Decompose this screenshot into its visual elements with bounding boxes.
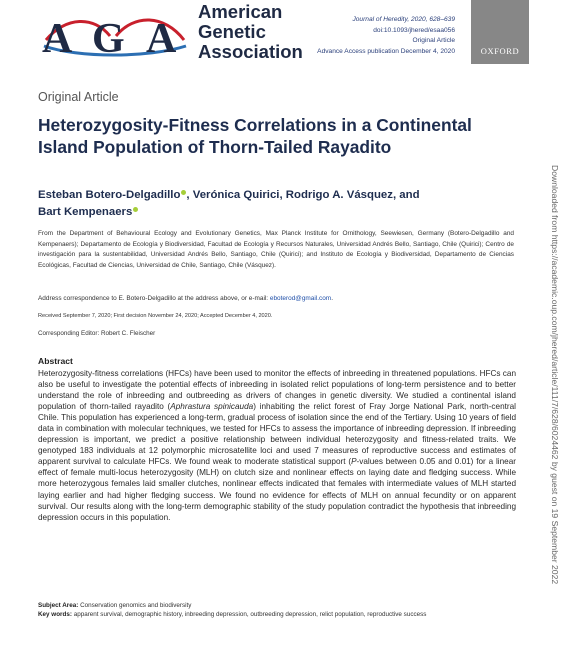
affiliations: From the Department of Behavioural Ecology and Evolutionary Genetics, Max Planck Institute for Ornithology, Seewiesen, Germany (Botero-Delgadillo and Kempenaers); Departamento de Ecología y Biodiversidad, Facultad de Ecología y Recursos Naturales, Universidad Andrés Bello, Santiago, Chile (Quirici); Centro de investigación para la sustentabilidad, Universidad Andrés Bello, Santiago, Chile (Quirici); and Instituto de Ecología y Biodiversidad, Departamento de Ciencias Ecológicas, Facultad de Ciencias, Universidad de Chile, Santiago, Chile (Vásquez). <box>38 230 514 269</box>
advance-access-date: Advance Access publication December 4, 2020 <box>317 47 455 55</box>
p-symbol: P <box>351 457 357 467</box>
subject-and-keywords <box>38 601 516 619</box>
corresponding-editor: Corresponding Editor: Robert C. Fleischer <box>38 330 156 337</box>
article-dates: Received September 7, 2020; First decision November 24, 2020; Accepted December 4, 2020. <box>38 313 273 319</box>
subject-area <box>38 601 516 610</box>
orcid-icon[interactable] <box>133 207 138 212</box>
abstract-body <box>38 368 516 523</box>
journal-article-type: Original Article <box>412 37 455 44</box>
download-note-text: Downloaded from https://academic.oup.com/jhered/article/111/7/628/6024462 by guest on 19 September 2022 <box>550 165 560 585</box>
logo-letter-a2: A <box>146 16 177 60</box>
oxford-logo <box>471 0 529 64</box>
abstract-text: Heterozygosity-fitness correlations (HFCs) have been used to monitor the effects of inbreeding in threatened populations. HFCs can also be useful to investigate the potential effects of inbreeding in isolated relict populations of long-term persistence and to better understand the role of inbreeding and outbreeding as drivers of changes in genetic diversity. We studied a continental island population of thorn-tailed rayadito ( <box>38 369 516 412</box>
author-list <box>38 187 498 221</box>
author-names[interactable]: , Verónica Quirici, Rodrigo A. Vásquez, and <box>186 189 420 201</box>
logo-letter-g: G <box>92 16 125 60</box>
logo-letter-a1: A <box>42 16 73 60</box>
keywords-value: apparent survival, demographic history, inbreeding depression, outbreeding depression, relict population, reproductive success <box>71 611 427 618</box>
article-title: Heterozygosity-Fitness Correlations in a Continental Island Population of Thorn-Tailed Rayadito <box>38 115 472 157</box>
society-line: American <box>198 1 283 22</box>
subject-area-label: Subject Area: <box>38 602 79 609</box>
author-name[interactable]: Bart Kempenaers <box>38 206 133 218</box>
abstract-heading: Abstract <box>38 356 73 366</box>
subject-area-value: Conservation genomics and biodiversity <box>78 602 192 609</box>
publisher-name: OXFORD <box>480 46 520 56</box>
abstract-text: -values between 0.05 and 0.01) for a linear effect of female multi-locus heterozygosity (MLH) on clutch size and nonlinear effects on laying date and fledging success. While more heterozygous females laid smaller clutches, nonlinear effects indicated that females with intermediate values of MLH started laying earlier and had higher fledging success. We found no evidence for effects of MLH on annual fecundity or on apparent survival. Our results along with the long-term demographic stability of the study population contradict the hypothesis that inbreeding depression occurs in this population. <box>38 457 516 522</box>
correspondence <box>38 295 514 302</box>
abstract-text: ) inhabiting the relict forest of Fray Jorge National Park, north-central Chile. This population has experienced a long-term, gradual process of isolation since the end of the Tertiary. Using 10 years of field data in combination with molecular techniques, we tested for HFCs to assess the importance of inbreeding depression. If inbreeding depression is important, we predict a positive relationship between individual heterozygosity and fitness-related traits. We genotyped 183 individuals at 12 polymorphic microsatellite loci and used 7 measures of reproductive success and estimates of apparent survival to calculate HFCs. We found weak to moderate statistical support ( <box>38 402 516 467</box>
journal-metadata <box>300 15 455 57</box>
author-line <box>38 187 498 204</box>
species-name: Aphrastura spinicauda <box>170 402 254 412</box>
doi-link[interactable]: doi:10.1093/jhered/esaa056 <box>373 26 455 34</box>
keywords-label: Key words: <box>38 611 72 618</box>
aga-logo-icon <box>38 6 190 60</box>
keywords <box>38 610 516 619</box>
author-line <box>38 204 498 221</box>
correspondence-end: . <box>331 295 333 302</box>
email-link[interactable]: eboterod@gmail.com <box>269 295 332 302</box>
download-note <box>549 165 563 585</box>
author-name[interactable]: Esteban Botero-Delgadillo <box>38 189 181 201</box>
correspondence-text: Address correspondence to E. Botero-Delgadillo at the address above, or e-mail: <box>38 295 270 302</box>
society-line: Association <box>198 41 303 62</box>
article-type-label: Original Article <box>38 90 119 104</box>
society-line: Genetic <box>198 21 266 42</box>
journal-title: Journal of Heredity, 2020, 628–639 <box>352 16 455 23</box>
